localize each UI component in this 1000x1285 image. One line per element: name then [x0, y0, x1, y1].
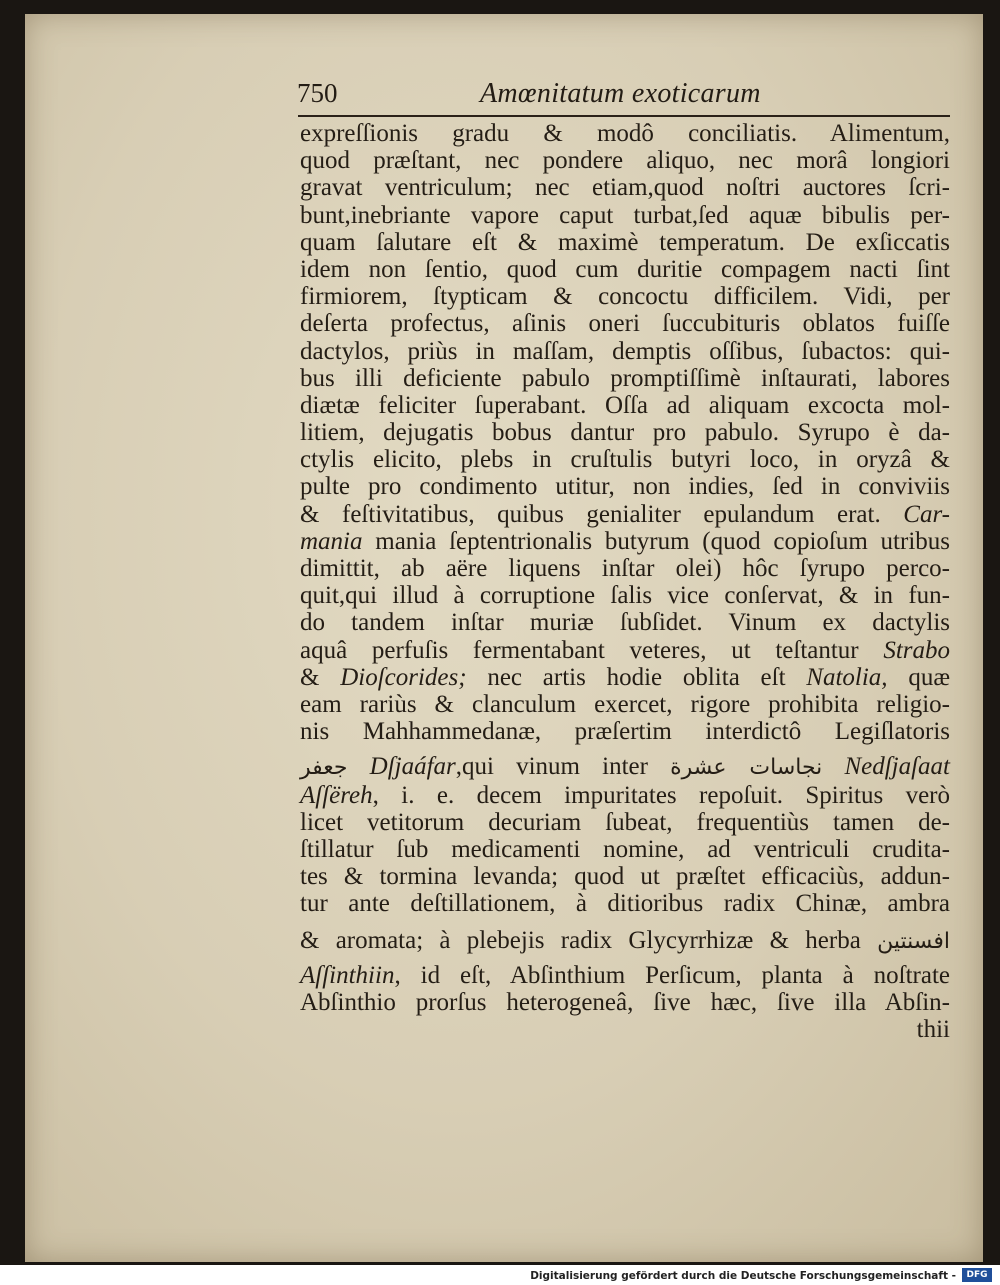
- text-line: quam ſalutare eſt & maximè temperatum. De exſiccatis: [300, 229, 950, 256]
- text-line: do tandem inſtar muriæ ſubſidet. Vinum ex dactylis: [300, 609, 950, 636]
- text-line: licet vetitorum decuriam ſubeat, frequentiùs tamen de-: [300, 809, 950, 836]
- italic-name-assinthiin: Aſſinthiin: [300, 962, 395, 989]
- text-line: nis Mahhammedanæ, præſertim interdictô Legiſlatoris: [300, 718, 950, 745]
- italic-name-assereh: Aſſëreh: [300, 782, 373, 809]
- text-span: , i. e. decem impuritates repoſuit. Spiritus verò: [372, 782, 950, 809]
- text-line: eam rariùs & clanculum exercet, rigore prohibita religio-: [300, 691, 950, 718]
- page-number: 750: [297, 78, 338, 108]
- catchword: thii: [916, 1016, 950, 1043]
- text-line: [300, 664, 950, 691]
- text-line: [300, 962, 950, 989]
- text-line: ſtillatur ſub medicamenti nomine, ad ventriculi crudita-: [300, 836, 950, 863]
- text-line: bus illi deficiente pabulo promptiſſimè inſtaurati, labores: [300, 365, 950, 392]
- text-line: gravat ventriculum; nec etiam,quod noſtri auctores ſcri-: [300, 174, 950, 201]
- running-head: Amœnitatum exoticarum: [480, 78, 761, 109]
- text-line: dimittit, ab aëre liquens inſtar olei) hôc ſyrupo perco-: [300, 555, 950, 582]
- text-span: ,qui vinum inter: [455, 753, 671, 780]
- text-span: nec artis hodie oblita eſt: [466, 664, 807, 691]
- text-line: tes & tormina levanda; quod ut præſtet efficaciùs, addun-: [300, 863, 950, 890]
- text-line: [300, 501, 950, 528]
- text-span: &: [300, 664, 341, 691]
- italic-name-natolia: Natolia,: [806, 664, 888, 691]
- text-line: Abſinthio prorſus heterogeneâ, ſive hæc, ſive illa Abſin-: [300, 989, 950, 1016]
- text-line: deſerta profectus, aſinis oneri ſuccubituris oblatos fuiſſe: [300, 310, 950, 337]
- arabic-word-jafar: جعفر: [300, 755, 348, 780]
- text-line: [300, 753, 950, 780]
- italic-name-carmania: Car-: [903, 501, 951, 528]
- text-line: expreſſionis gradu & modô conciliatis. Alimentum,: [300, 120, 950, 147]
- header-rule: [298, 115, 950, 117]
- text-span: mania ſeptentrionalis butyrum (quod copioſum utribus: [375, 528, 950, 555]
- italic-name-carmania-cont: mania: [300, 528, 363, 555]
- text-line: [300, 637, 950, 664]
- italic-name-dsjaafar: Dſjaáfar: [369, 753, 456, 780]
- text-span: , id eſt, Abſinthium Perſicum, planta à noſtrate: [394, 962, 950, 989]
- text-line: quit,qui illud à corruptione ſalis vice conſervat, & in fun-: [300, 582, 950, 609]
- italic-name-dioscorides: Dioſcorides;: [340, 664, 467, 691]
- dfg-logo: DFG: [962, 1268, 992, 1282]
- italic-name-strabo: Strabo: [883, 637, 951, 664]
- text-line: quod præſtant, nec pondere aliquo, nec morâ longiori: [300, 147, 950, 174]
- text-line: pulte pro condimento utitur, non indies, ſed in conviviis: [300, 473, 950, 500]
- text-span: aquâ perfuſis fermentabant veteres, ut teſtantur: [300, 637, 859, 664]
- text-line: idem non ſentio, quod cum duritie compagem nacti ſint: [300, 256, 950, 283]
- arabic-word-najasat: نجاسات عشرة: [670, 755, 823, 780]
- text-line: diætæ feliciter ſuperabant. Oſſa ad aliquam excocta mol-: [300, 392, 950, 419]
- text-span: quæ: [887, 664, 950, 691]
- text-line: firmiorem, ſtypticam & concoctu difficilem. Vidi, per: [300, 283, 950, 310]
- arabic-word-afsintin: افسنتين: [877, 929, 950, 954]
- text-line: ctylis elicito, plebs in cruſtulis butyri loco, in oryzâ &: [300, 446, 950, 473]
- text-line: [300, 528, 950, 555]
- text-span: & feſtivitatibus, quibus genialiter epulandum erat.: [300, 501, 881, 528]
- text-line: dactylos, priùs in maſſam, demptis oſſibus, ſubactos: qui-: [300, 338, 950, 365]
- text-line: litiem, dejugatis bobus dantur pro pabulo. Syrupo è da-: [300, 419, 950, 446]
- text-line: tur ante deſtillationem, à ditioribus radix Chinæ, ambra: [300, 890, 950, 917]
- footer-credit: Digitalisierung gefördert durch die Deutsche Forschungsgemeinschaft -: [530, 1270, 956, 1282]
- text-line: bunt,inebriante vapore caput turbat,ſed aquæ bibulis per-: [300, 202, 950, 229]
- italic-name-nedsjasaat: Nedſjaſaat: [844, 753, 951, 780]
- text-line: [300, 927, 950, 954]
- text-span: & aromata; à plebejis radix Glycyrrhizæ & herba: [300, 927, 878, 954]
- text-line: [300, 782, 950, 809]
